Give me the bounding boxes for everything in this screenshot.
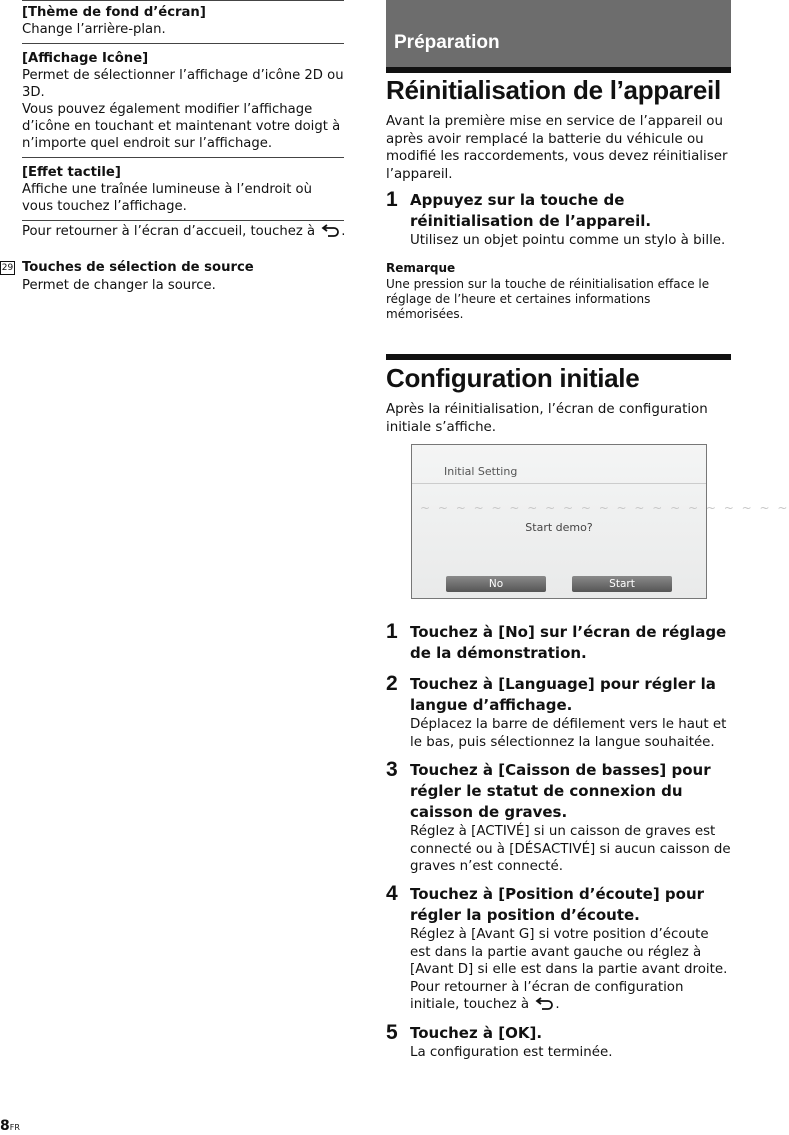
screen-message: Start demo?	[525, 521, 593, 534]
initial-setting-screen	[411, 444, 789, 599]
start-button[interactable]: Start	[572, 576, 672, 592]
back-arrow-icon	[321, 223, 341, 237]
section-heading: [Thème de fond d’écran]	[22, 5, 206, 20]
step-heading: Appuyez sur la touche de réinitialisation de l’appareil.	[410, 191, 652, 230]
return-config-end: .	[555, 997, 560, 1012]
step-body: Déplacez la barre de défilement vers le haut et le bas, puis sélectionnez la langue souhaitée.	[410, 717, 727, 750]
back-arrow-icon	[535, 996, 555, 1010]
page-number	[0, 1118, 20, 1134]
section-icon-display	[22, 44, 344, 158]
section-rule	[386, 354, 731, 360]
reset-intro: Avant la première mise en service de l’appareil ou après avoir remplacé la batterie du véhicule ou modifié les raccordements, vous devez réinitialiser l’appareil.	[386, 114, 728, 182]
return-home-end: .	[341, 224, 346, 239]
no-button[interactable]: No	[446, 576, 546, 592]
chapter-title: Préparation	[394, 32, 500, 53]
config-step-5	[386, 1023, 731, 1062]
step-number: 3	[386, 758, 398, 781]
section-body: Vous pouvez également modifier l’affichage d’icône en touchant et maintenant votre doigt à n’importe quel endroit sur l’affichage.	[22, 102, 341, 151]
section-heading: [Affichage Icône]	[22, 51, 149, 66]
reset-step	[386, 190, 731, 250]
step-number: 1	[386, 620, 398, 643]
return-home-line	[22, 221, 344, 240]
step-heading: Touchez à [Caisson de basses] pour régler le statut de connexion du caisson de graves.	[410, 761, 711, 821]
step-return-line	[410, 979, 731, 1014]
screen-background-texture: ~ ~ ~ ~ ~ ~ ~ ~ ~ ~ ~ ~ ~ ~ ~ ~ ~ ~ ~ ~ ~	[420, 501, 789, 515]
step-number: 1	[386, 188, 398, 211]
step-body: Réglez à [ACTIVÉ] si un caisson de graves est connecté ou à [DÉSACTIVÉ] si aucun caisson de graves n’est connecté.	[410, 824, 731, 874]
step-number: 2	[386, 672, 398, 695]
return-home-text: Pour retourner à l’écran d’accueil, touchez à	[22, 224, 316, 239]
config-step-2	[386, 674, 731, 751]
note-body: Une pression sur la touche de réinitialisation efface le réglage de l’heure et certaines informations mémorisées.	[386, 277, 710, 321]
section-heading: [Effet tactile]	[22, 165, 121, 180]
step-heading: Touchez à [No] sur l’écran de réglage de la démonstration.	[410, 623, 727, 662]
step-heading: Touchez à [Language] pour régler la langue d’affichage.	[410, 675, 716, 714]
section-touch-effect	[22, 158, 344, 221]
note-heading: Remarque	[386, 261, 456, 275]
step-heading: Touchez à [Position d’écoute] pour régler la position d’écoute.	[410, 885, 705, 924]
chapter-banner	[386, 0, 731, 67]
page-number-value: 8	[0, 1118, 10, 1134]
config-step-3	[386, 760, 731, 876]
section-rule	[386, 67, 731, 73]
screen-divider	[412, 483, 706, 484]
page-language: FR	[9, 1123, 20, 1132]
step-number: 4	[386, 882, 398, 905]
step-body: La configuration est terminée.	[410, 1045, 613, 1060]
screen-title: Initial Setting	[444, 465, 518, 478]
item-number: 29	[1, 263, 14, 273]
config-step-1	[386, 622, 731, 664]
reset-title: Réinitialisation de l’appareil	[386, 75, 721, 105]
item-body: Permet de changer la source.	[22, 278, 216, 293]
step-number: 5	[386, 1021, 398, 1044]
section-wallpaper	[22, 0, 344, 44]
section-body: Affiche une traînée lumineuse à l’endroit où vous touchez l’affichage.	[22, 182, 312, 214]
item-heading: Touches de sélection de source	[22, 260, 254, 275]
config-intro: Après la réinitialisation, l’écran de configuration initiale s’affiche.	[386, 402, 708, 435]
section-body: Permet de sélectionner l’affichage d’icône 2D ou 3D.	[22, 68, 344, 100]
section-body: Change l’arrière-plan.	[22, 22, 166, 37]
return-config-text: Pour retourner à l’écran de configuration initiale, touchez à	[410, 979, 684, 1012]
config-title: Configuration initiale	[386, 363, 640, 393]
step-heading: Touchez à [OK].	[410, 1024, 543, 1042]
step-body: Réglez à [Avant G] si votre position d’écoute est dans la partie avant gauche ou réglez à [Avant D] si elle est dans la partie avant droite.	[410, 927, 728, 977]
config-step-4	[386, 884, 731, 1014]
step-body: Utilisez un objet pointu comme un stylo à bille.	[410, 233, 726, 248]
left-column	[22, 0, 344, 240]
